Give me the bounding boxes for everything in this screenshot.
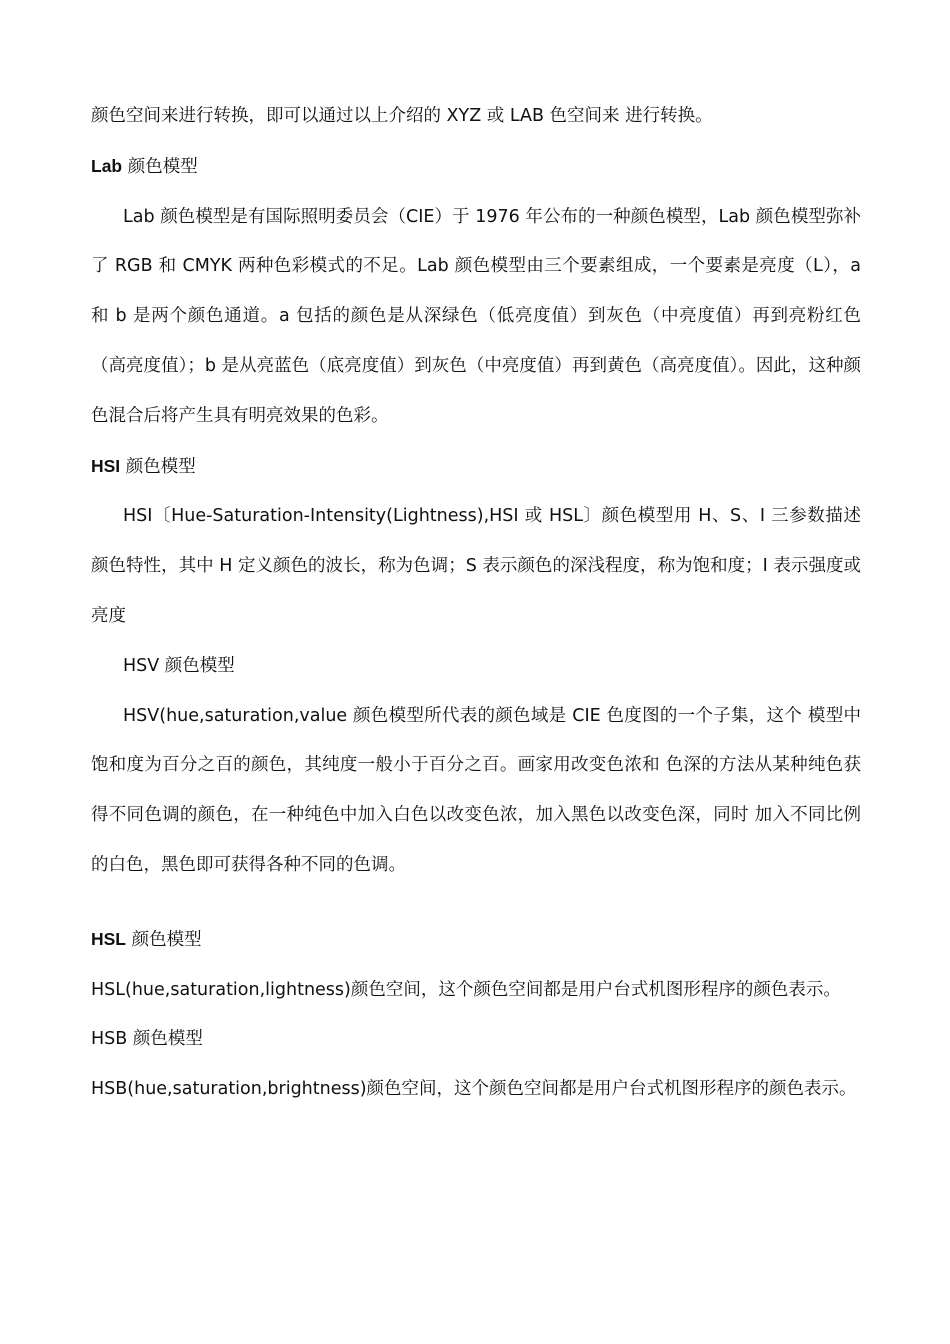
hsl-heading [91,915,861,966]
hsl-paragraph: HSL(hue,saturation,lightness)颜色空间，这个颜色空间都是用户台式机图形程序的颜色表示。 [91,979,841,1000]
lab-heading-rest: 颜色模型 [122,156,198,177]
lab-heading-bold: Lab [91,155,123,176]
document-body [91,92,861,1115]
hsi-heading [91,442,861,493]
hsi-heading-bold: HSI [91,455,121,476]
hsb-paragraph: HSB(hue,saturation,brightness)颜色空间，这个颜色空间都是用户台式机图形程序的颜色表示。 [91,1079,857,1100]
hsi-paragraph: HSI〔Hue-Saturation-Intensity(Lightness),HSI 或 HSL〕颜色模型用 H、S、I 三参数描述颜色特性，其中 H 定义颜色的波长，称为色调；S 表示颜色的深浅程度，称为饱和度；I 表示强度或亮度 [91,506,861,626]
hsv-paragraph: HSV(hue,saturation,value 颜色模型所代表的颜色域是 CIE 色度图的一个子集，这个 模型中饱和度为百分之百的颜色，其纯度一般小于百分之百。画家用改变色浓和 色深的方法从某种纯色获得不同色调的颜色，在一种纯色中加入白色以改变色浓，加入黑色以改变色深，同时 加入不同比例的白色，黑色即可获得各种不同的色调。 [91,705,861,875]
lab-paragraph: Lab 颜色模型是有国际照明委员会（CIE）于 1976 年公布的一种颜色模型，Lab 颜色模型弥补了 RGB 和 CMYK 两种色彩模式的不足。Lab 颜色模型由三个要素组成，一个要素是亮度（L），a 和 b 是两个颜色通道。a 包括的颜色是从深绿色（低亮度值）到灰色（中亮度值）再到亮粉红色（高亮度值）；b 是从亮蓝色（底亮度值）到灰色（中亮度值）再到黄色（高亮度值）。因此，这种颜色混合后将产生具有明亮效果的色彩。 [91,206,861,426]
hsl-heading-bold: HSL [91,928,126,949]
hsl-heading-rest: 颜色模型 [126,929,202,950]
hsb-heading: HSB 颜色模型 [91,1029,203,1050]
hsv-heading: HSV 颜色模型 [123,655,235,676]
section-gap [91,891,861,915]
hsi-heading-rest: 颜色模型 [120,456,196,477]
lab-heading [91,142,861,193]
intro-line: 颜色空间来进行转换，即可以通过以上介绍的 XYZ 或 LAB 色空间来 进行转换。 [91,106,713,126]
